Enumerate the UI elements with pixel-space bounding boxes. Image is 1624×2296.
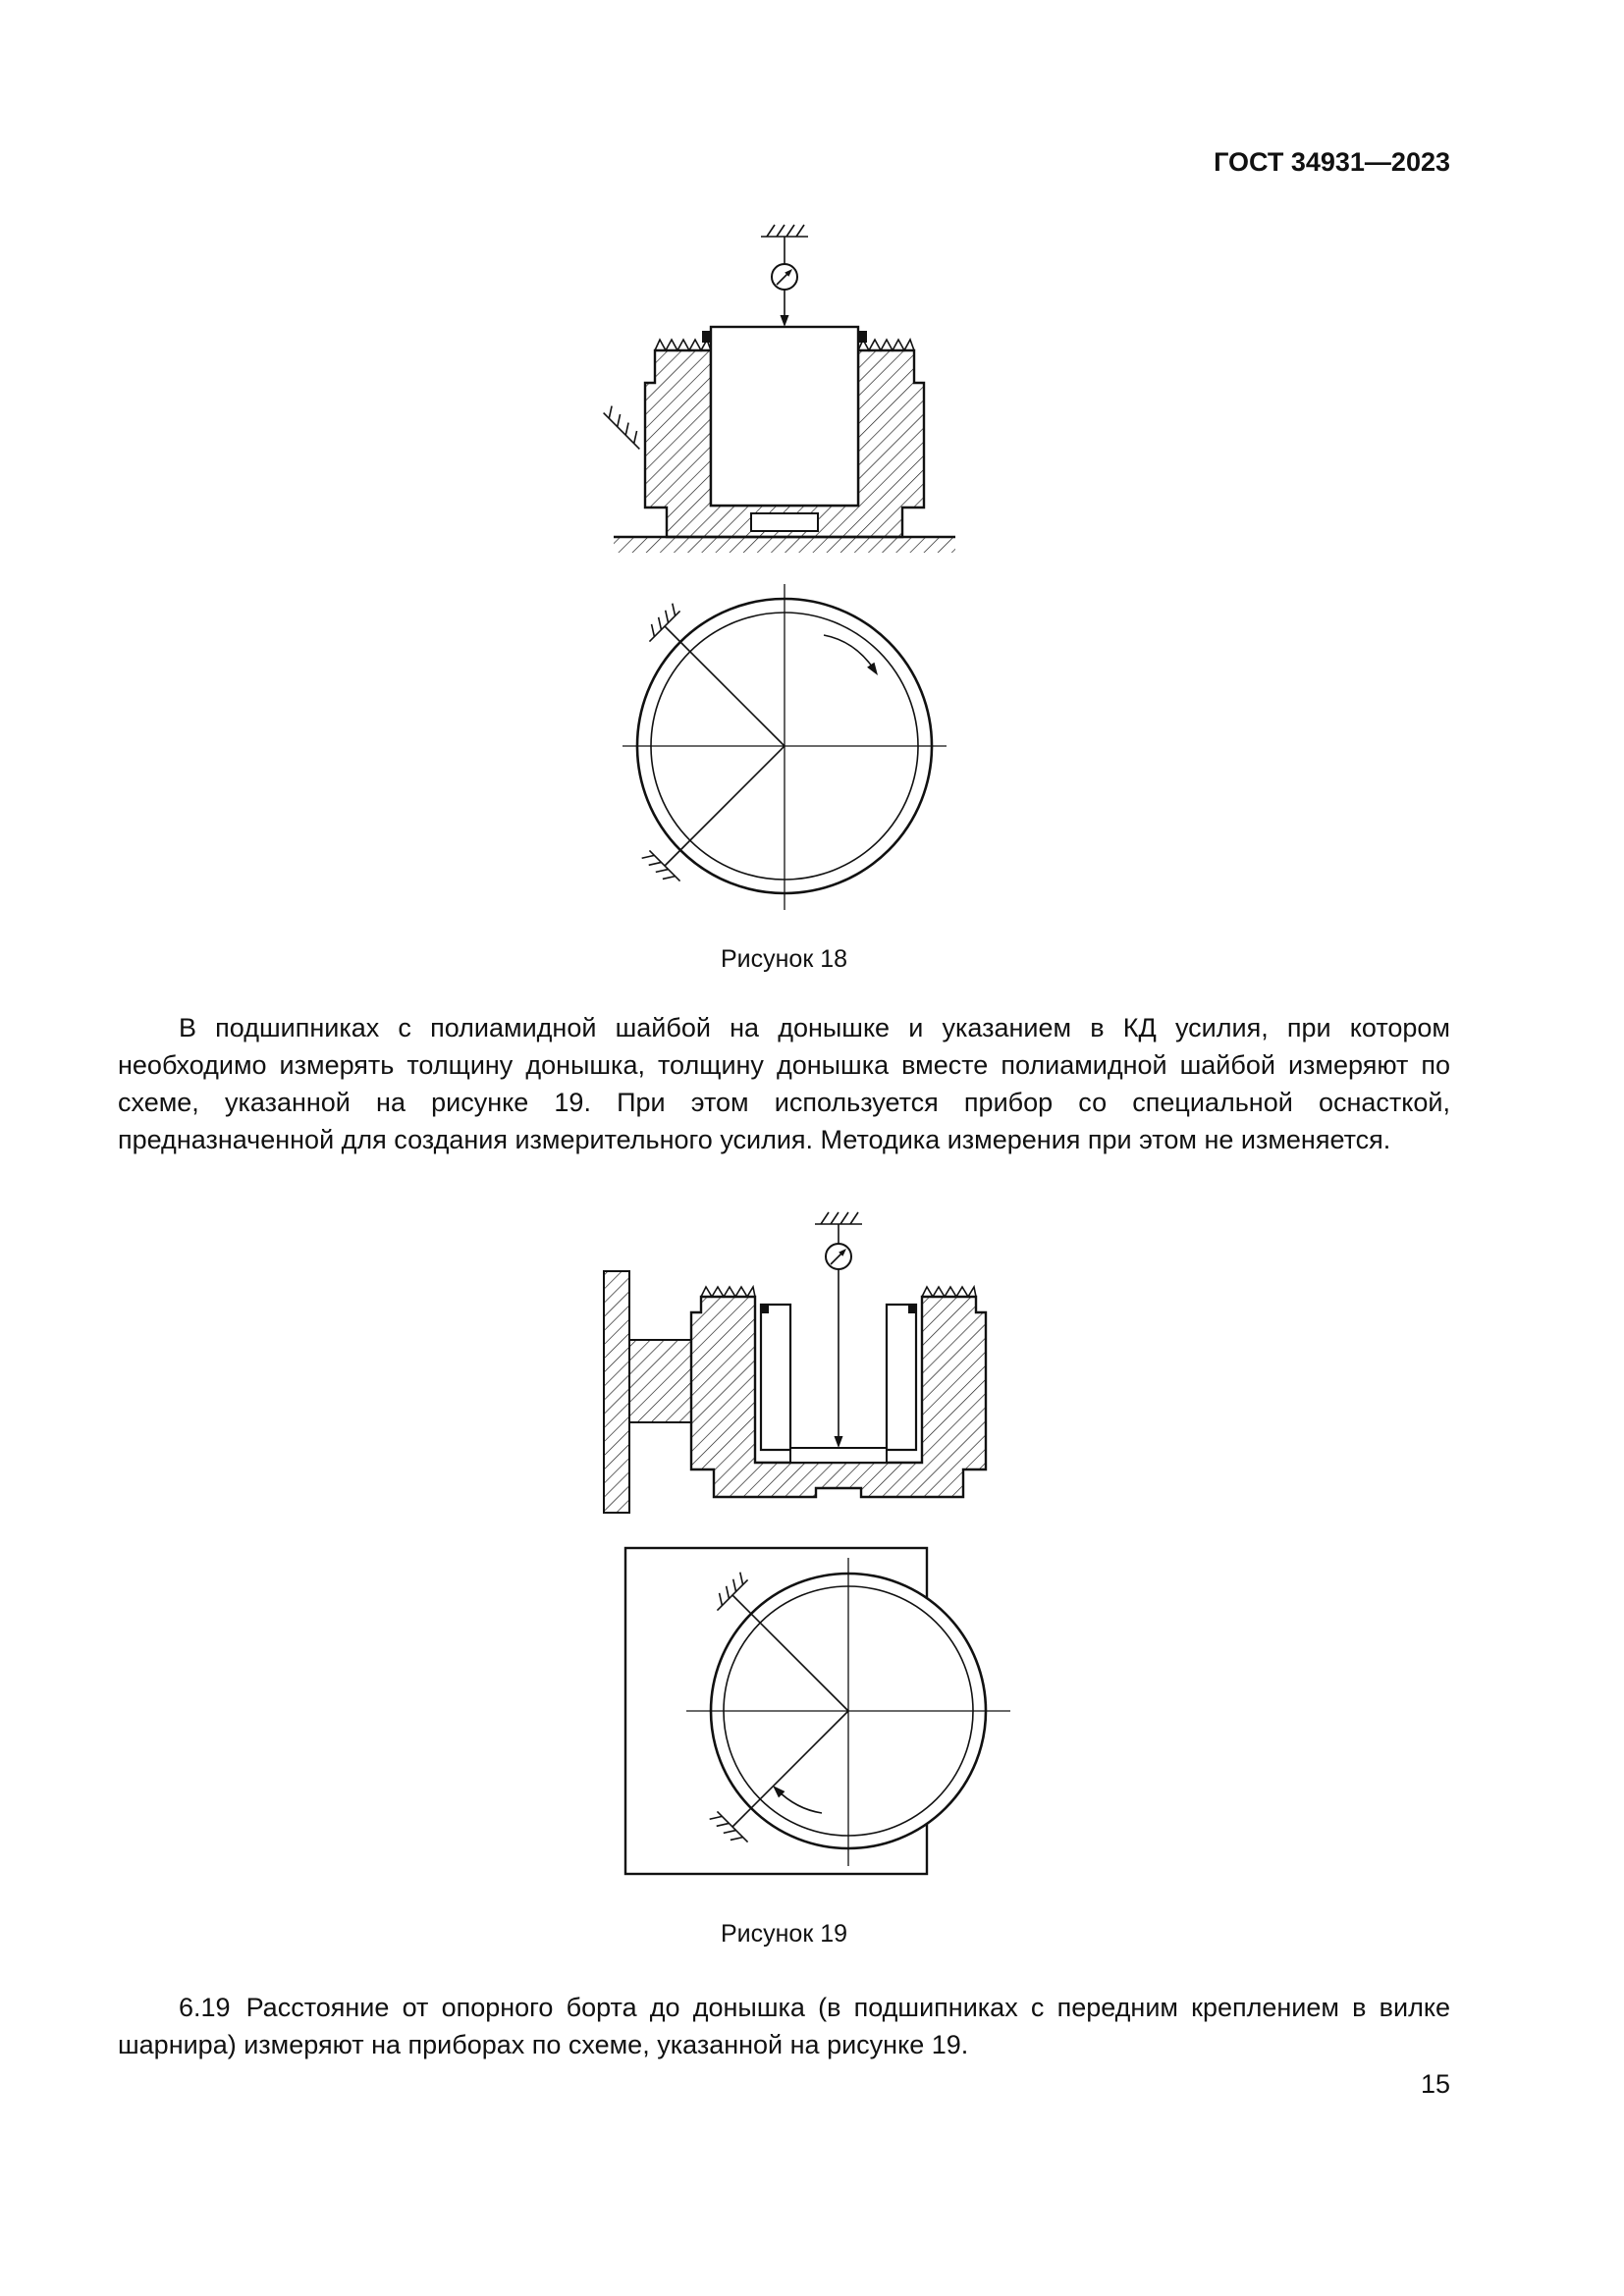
top-ground-symbol: [761, 225, 808, 237]
paragraph-1: В подшипниках с полиамидной шайбой на донышке и указанием в КД усилия, при котором необходимо измерять толщину донышка, толщину донышка вместе полиамидной шайбой измеряют по схеме, указанной на рисунке 19. При этом используется прибор со специальной оснасткой, предназначенной для создания измерительного усилия. Методика измерения при этом не изменяется.: [118, 1013, 1450, 1154]
dial-indicator-icon: [772, 264, 797, 290]
figure-18-drawing: [529, 211, 1040, 928]
dial-indicator-icon: [826, 1244, 851, 1269]
fixture-wall: [604, 1271, 691, 1513]
page-header: ГОСТ 34931—2023: [1214, 147, 1450, 177]
figure-19-drawing: [510, 1202, 1059, 1909]
ring-rotation-diagram: [623, 584, 947, 910]
paragraph-2: [118, 1989, 1450, 2063]
clause-text: Расстояние от опорного борта до донышка (в подшипниках с передним креплением в вилке шарнира) измеряют на приборах по схеме, указанной на рисунке 19.: [118, 1993, 1450, 2059]
figure-19-caption: Рисунок 19: [720, 1920, 848, 1948]
fork-plate-diagram: [625, 1548, 1010, 1874]
left-support-symbol: [603, 405, 647, 450]
figure-18: [118, 211, 1450, 928]
rotation-arrow-icon: [824, 635, 878, 675]
bearing-cross-section: [645, 327, 924, 537]
top-ground-symbol: [815, 1212, 862, 1224]
figure-19: [118, 1202, 1450, 1909]
page-number: 15: [1420, 2069, 1450, 2099]
base-ground-hatch: [614, 537, 955, 553]
clause-number: 6.19: [179, 1993, 231, 2022]
figure-18-caption: Рисунок 18: [720, 945, 848, 973]
